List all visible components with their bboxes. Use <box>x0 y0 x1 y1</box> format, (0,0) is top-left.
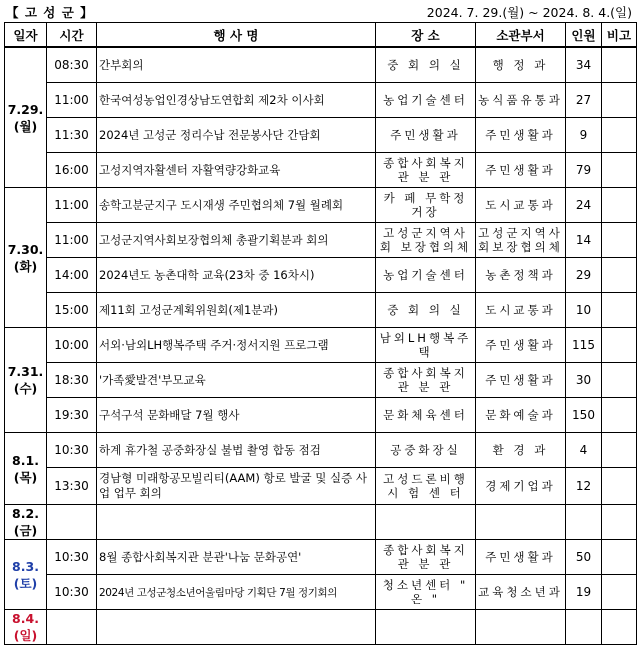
dept-cell <box>476 505 566 540</box>
dept-cell: 고성군지역사 회보장협의체 <box>476 223 566 258</box>
event-title-cell: 한국여성농업인경상남도연합회 제2차 이사회 <box>97 83 376 118</box>
table-row <box>5 468 637 505</box>
dept-cell: 주민생활과 <box>476 118 566 153</box>
time-cell: 19:30 <box>47 398 97 433</box>
note-cell <box>602 575 637 610</box>
dept-cell: 도시교통과 <box>476 188 566 223</box>
weekday-label: (일) <box>13 628 38 643</box>
people-count-cell: 4 <box>566 433 602 468</box>
event-title-cell: 2024년 고성군청소년어울림마당 기획단 7월 정기회의 <box>97 575 376 610</box>
event-title-cell: '가족愛발견'부모교육 <box>97 363 376 398</box>
people-count-cell: 115 <box>566 328 602 363</box>
time-cell: 10:30 <box>47 575 97 610</box>
schedule-body <box>5 47 637 645</box>
note-cell <box>602 118 637 153</box>
time-cell: 11:00 <box>47 223 97 258</box>
people-count-cell: 27 <box>566 83 602 118</box>
table-row <box>5 540 637 575</box>
col-header-time: 시간 <box>47 23 97 48</box>
schedule-table <box>4 22 637 645</box>
table-row <box>5 83 637 118</box>
date-label: 8.1. <box>12 452 39 468</box>
date-cell <box>5 433 47 505</box>
table-row <box>5 47 637 83</box>
event-title-cell: 구석구석 문화배달 7월 행사 <box>97 398 376 433</box>
people-count-cell: 30 <box>566 363 602 398</box>
place-cell: 문화체육센터 <box>376 398 476 433</box>
place-cell: 주민생활과 <box>376 118 476 153</box>
event-title-cell: 제11회 고성군계획위원회(제1분과) <box>97 293 376 328</box>
date-label: 8.4. <box>12 611 39 626</box>
note-cell <box>602 153 637 188</box>
date-cell <box>5 47 47 188</box>
time-cell: 15:00 <box>47 293 97 328</box>
weekday-label: (월) <box>13 118 38 134</box>
people-count-cell: 50 <box>566 540 602 575</box>
table-row <box>5 258 637 293</box>
event-title-cell: 2024년도 농촌대학 교육(23차 중 16차시) <box>97 258 376 293</box>
date-cell <box>5 505 47 540</box>
people-count-cell: 12 <box>566 468 602 505</box>
place-cell: 고성군지역사회 보장협의체 <box>376 223 476 258</box>
time-cell: 14:00 <box>47 258 97 293</box>
place-cell: 남외LH행복주택 <box>376 328 476 363</box>
place-cell: 중 회 의 실 <box>376 293 476 328</box>
region-title: 【 고 성 군 】 <box>6 5 94 20</box>
table-row <box>5 328 637 363</box>
note-cell <box>602 47 637 83</box>
note-cell <box>602 433 637 468</box>
date-label: 7.29. <box>7 101 44 117</box>
note-cell <box>602 540 637 575</box>
date-label: 7.30. <box>7 241 44 257</box>
people-count-cell: 24 <box>566 188 602 223</box>
date-cell <box>5 188 47 328</box>
table-row <box>5 610 637 645</box>
dept-cell: 환 경 과 <box>476 433 566 468</box>
weekday-label: (목) <box>13 469 38 485</box>
people-count-cell: 19 <box>566 575 602 610</box>
time-cell: 10:30 <box>47 540 97 575</box>
people-count-cell <box>566 610 602 645</box>
col-header-place: 장 소 <box>376 23 476 48</box>
time-cell: 11:30 <box>47 118 97 153</box>
col-header-note: 비고 <box>602 23 637 48</box>
col-header-dept: 소관부서 <box>476 23 566 48</box>
event-title-cell: 서외·남외LH행복주택 주거·정서지원 프로그램 <box>97 328 376 363</box>
event-title-cell: 고성지역자활센터 자활역량강화교육 <box>97 153 376 188</box>
col-header-event: 행 사 명 <box>97 23 376 48</box>
date-cell <box>5 328 47 433</box>
place-cell: 고성드론비행시 험 센 터 <box>376 468 476 505</box>
schedule-header <box>0 0 640 22</box>
col-header-people: 인원 <box>566 23 602 48</box>
time-cell <box>47 505 97 540</box>
time-cell: 10:00 <box>47 328 97 363</box>
event-title-cell <box>97 505 376 540</box>
dept-cell: 교육청소년과 <box>476 575 566 610</box>
dept-cell: 도시교통과 <box>476 293 566 328</box>
note-cell <box>602 83 637 118</box>
note-cell <box>602 258 637 293</box>
dept-cell: 농식품유통과 <box>476 83 566 118</box>
dept-cell: 농촌정책과 <box>476 258 566 293</box>
place-cell: 농업기술센터 <box>376 258 476 293</box>
place-cell: 카 페 무학정거장 <box>376 188 476 223</box>
time-cell: 18:30 <box>47 363 97 398</box>
table-row <box>5 398 637 433</box>
event-title-cell: 2024년 고성군 정리수납 전문봉사단 간담회 <box>97 118 376 153</box>
date-label: 8.3. <box>12 558 39 574</box>
place-cell: 공중화장실 <box>376 433 476 468</box>
event-title-cell: 하계 휴가철 공중화장실 불법 촬영 합동 점검 <box>97 433 376 468</box>
event-title-cell: 8월 종합사회복지관 분관'나눔 문화공연' <box>97 540 376 575</box>
event-title-cell: 경남형 미래항공모빌리티(AAM) 항로 발굴 및 실증 사업 업무 회의 <box>97 468 376 505</box>
event-title-cell: 송학고분군지구 도시재생 주민협의체 7월 월례회 <box>97 188 376 223</box>
table-row <box>5 433 637 468</box>
table-row <box>5 153 637 188</box>
table-row <box>5 293 637 328</box>
time-cell: 13:30 <box>47 468 97 505</box>
dept-cell: 주민생활과 <box>476 328 566 363</box>
time-cell: 11:00 <box>47 83 97 118</box>
note-cell <box>602 610 637 645</box>
note-cell <box>602 328 637 363</box>
header-row <box>5 23 637 48</box>
event-title-cell: 간부회의 <box>97 47 376 83</box>
time-cell: 10:30 <box>47 433 97 468</box>
date-label: 8.2. <box>12 506 39 521</box>
note-cell <box>602 188 637 223</box>
people-count-cell: 9 <box>566 118 602 153</box>
table-row <box>5 505 637 540</box>
table-row <box>5 188 637 223</box>
people-count-cell: 14 <box>566 223 602 258</box>
time-cell <box>47 610 97 645</box>
note-cell <box>602 293 637 328</box>
dept-cell: 주민생활과 <box>476 540 566 575</box>
dept-cell: 경제기업과 <box>476 468 566 505</box>
weekday-label: (화) <box>13 258 38 274</box>
date-cell <box>5 540 47 610</box>
period-label: 2024. 7. 29.(월) ~ 2024. 8. 4.(일) <box>426 5 632 20</box>
people-count-cell: 10 <box>566 293 602 328</box>
place-cell: 농업기술센터 <box>376 83 476 118</box>
weekday-label: (금) <box>13 523 38 538</box>
table-row <box>5 575 637 610</box>
event-title-cell <box>97 610 376 645</box>
people-count-cell: 79 <box>566 153 602 188</box>
note-cell <box>602 398 637 433</box>
time-cell: 16:00 <box>47 153 97 188</box>
note-cell <box>602 505 637 540</box>
table-row <box>5 118 637 153</box>
people-count-cell: 150 <box>566 398 602 433</box>
dept-cell: 주민생활과 <box>476 363 566 398</box>
people-count-cell: 34 <box>566 47 602 83</box>
note-cell <box>602 223 637 258</box>
place-cell <box>376 505 476 540</box>
date-cell <box>5 610 47 645</box>
weekday-label: (수) <box>13 381 38 396</box>
place-cell: 종합사회복지관 분 관 <box>376 540 476 575</box>
weekday-label: (토) <box>13 575 38 591</box>
note-cell <box>602 363 637 398</box>
note-cell <box>602 468 637 505</box>
event-title-cell: 고성군지역사회보장협의체 총괄기획분과 회의 <box>97 223 376 258</box>
place-cell: 종합사회복지관 분 관 <box>376 153 476 188</box>
place-cell <box>376 610 476 645</box>
place-cell: 종합사회복지관 분 관 <box>376 363 476 398</box>
people-count-cell <box>566 505 602 540</box>
table-row <box>5 223 637 258</box>
dept-cell: 문화예술과 <box>476 398 566 433</box>
time-cell: 11:00 <box>47 188 97 223</box>
place-cell: 중 회 의 실 <box>376 47 476 83</box>
place-cell: 청소년센터 " 온 " <box>376 575 476 610</box>
people-count-cell: 29 <box>566 258 602 293</box>
dept-cell: 행 정 과 <box>476 47 566 83</box>
table-row <box>5 363 637 398</box>
dept-cell <box>476 610 566 645</box>
col-header-date: 일자 <box>5 23 47 48</box>
time-cell: 08:30 <box>47 47 97 83</box>
date-label: 7.31. <box>7 364 44 379</box>
dept-cell: 주민생활과 <box>476 153 566 188</box>
